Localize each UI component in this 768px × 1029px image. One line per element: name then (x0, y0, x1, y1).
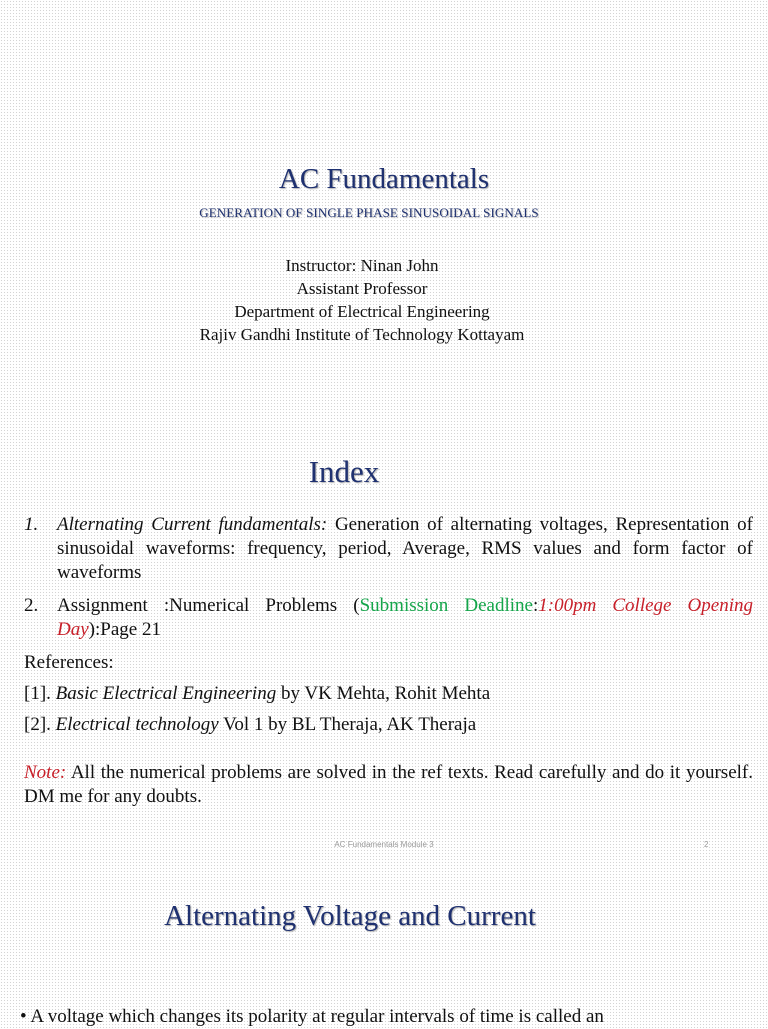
reference-authors: Vol 1 by BL Theraja, AK Theraja (218, 714, 477, 735)
title-slide (0, 0, 768, 440)
slide-footer: AC Fundamentals Module 3 (334, 840, 434, 849)
item-number: 2. (24, 595, 39, 616)
reference-title: Electrical technology (55, 714, 219, 735)
slide-page-number: 2 (704, 840, 709, 849)
deadline-label: Submission Deadline (359, 595, 533, 616)
reference-authors: by VK Mehta, Rohit Mehta (276, 683, 491, 704)
note-text: All the numerical problems are solved in the ref texts. Read carefully and do it yourself. DM me for any doubts. (24, 762, 753, 807)
item-heading: Assignment (57, 595, 148, 616)
references-label: References: (24, 652, 114, 673)
reference-2 (24, 713, 753, 737)
slide-title: AC Fundamentals (278, 163, 490, 195)
bullet-text: A voltage which changes its polarity at regular intervals of time is called an (30, 1006, 604, 1027)
instructor-institute: Rajiv Gandhi Institute of Technology Kottayam (199, 325, 525, 344)
instructor-block (0, 254, 724, 346)
item-description: Generation of alternating voltages, Representation of sinusoidal waveforms: frequency, period, Average, RMS values and form factor of waveforms (57, 514, 753, 583)
index-title: Index (308, 454, 380, 489)
index-item-1 (24, 513, 753, 585)
item-text (57, 513, 753, 585)
item-heading: Alternating Current fundamentals: (57, 514, 328, 535)
slide-title: Alternating Voltage and Current (164, 900, 536, 932)
instructor-position: Assistant Professor (296, 279, 428, 298)
note-paragraph (24, 761, 753, 809)
slide-subtitle: GENERATION OF SINGLE PHASE SINUSOIDAL SIGNALS (199, 205, 539, 220)
instructor-name: Instructor: Ninan John (285, 256, 439, 275)
deadline-value: 1:00pm College Opening Day (57, 595, 753, 640)
instructor-department: Department of Electrical Engineering (234, 302, 490, 321)
reference-1 (24, 682, 753, 706)
reference-title: Basic Electrical Engineering (55, 683, 277, 704)
reference-prefix: [1]. (24, 683, 56, 704)
index-slide (0, 440, 768, 860)
bullet-item (20, 1005, 750, 1029)
bullet-icon: • (20, 1006, 31, 1027)
item-description: :Numerical Problems ( (147, 595, 360, 616)
item-text (57, 594, 753, 642)
page-reference: ):Page 21 (88, 619, 161, 640)
alternating-voltage-slide (0, 860, 768, 1027)
item-number: 1. (24, 514, 39, 535)
index-content (24, 513, 753, 809)
reference-prefix: [2]. (24, 714, 56, 735)
index-item-2 (24, 594, 753, 642)
deadline-colon: : (532, 595, 539, 616)
note-label: Note: (24, 762, 67, 783)
